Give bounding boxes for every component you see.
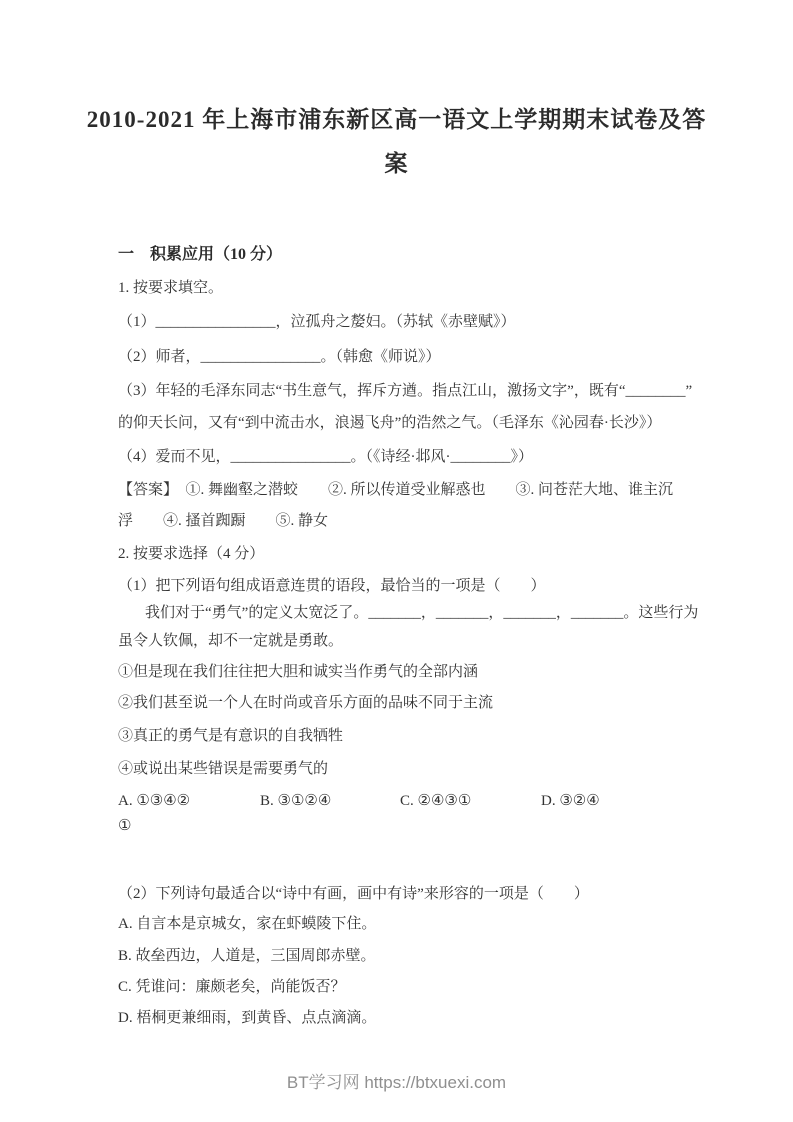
question1-item-1: （1）________________，泣孤舟之嫠妇。（苏轼《赤壁赋》）	[118, 314, 516, 330]
question2-part1-sentence-4: ④或说出某些错误是需要勇气的	[118, 761, 329, 777]
section-heading: 一 积累应用（10 分）	[118, 246, 283, 263]
question2-part1-sentence-3: ③真正的勇气是有意识的自我牺牲	[118, 728, 344, 744]
question2-part1-option-d-wrap: ①	[118, 818, 132, 834]
question2-part1-option-b: B. ③①②④	[260, 793, 332, 809]
document-title-line-1: 2010-2021 年上海市浦东新区高一语文上学期期末试卷及答	[86, 107, 707, 132]
question2-part2-stem: （2）下列诗句最适合以“诗中有画，画中有诗”来形容的一项是（ ）	[118, 886, 589, 902]
question2-part1-passage-line-1: 我们对于“勇气”的定义太宽泛了。_______，_______，_______，_______。这些行为	[145, 605, 699, 621]
question1-item-4: （4）爱而不见，________________。（《诗经·邶风·________》）	[118, 449, 533, 465]
question1-item-3-continuation: 的仰天长问，又有“到中流击水，浪遏飞舟”的浩然之气。（毛泽东《沁园春·长沙》）	[118, 415, 662, 431]
question2-part2-option-c: C. 凭谁问：廉颇老矣，尚能饭否？	[118, 979, 346, 995]
question2-part1-option-d: D. ③②④	[541, 793, 600, 809]
question1-item-3: （3）年轻的毛泽东同志“书生意气，挥斥方遒。指点江山，激扬文字”，既有“________”	[118, 383, 693, 399]
question2-part2-option-d: D. 梧桐更兼细雨，到黄昏、点点滴滴。	[118, 1010, 377, 1026]
question1-stem: 1. 按要求填空。	[118, 280, 224, 296]
question2-part1-option-c: C. ②④③①	[400, 793, 472, 809]
question1-item-2: （2）师者，________________。（韩愈《师说》）	[118, 349, 441, 365]
question2-part1-passage-line-2: 虽令人钦佩，却不一定就是勇敢。	[118, 633, 344, 649]
question1-answer-line-2: 浮 ④. 搔首踟蹰 ⑤. 静女	[118, 513, 329, 529]
question2-part2-option-b: B. 故垒西边，人道是，三国周郎赤壁。	[118, 948, 376, 964]
question1-answer-line-1: 【答案】 ①. 舞幽壑之潜蛟 ②. 所以传道受业解惑也 ③. 问苍茫大地、谁主沉	[118, 482, 674, 498]
footer-site-link[interactable]: BT学习网 https://btxuexi.com	[286, 1073, 507, 1092]
question2-part1-sentence-2: ②我们甚至说一个人在时尚或音乐方面的品味不同于主流	[118, 695, 494, 711]
question2-part1-sentence-1: ①但是现在我们往往把大胆和诚实当作勇气的全部内涵	[118, 664, 479, 680]
question2-part2-option-a: A. 自言本是京城女，家在虾蟆陵下住。	[118, 916, 377, 932]
question2-part1-option-a: A. ①③④②	[118, 793, 191, 809]
question2-part1-stem: （1）把下列语句组成语意连贯的语段，最恰当的一项是（ ）	[118, 578, 546, 594]
document-title-line-2: 案	[384, 151, 409, 176]
question2-stem: 2. 按要求选择（4 分）	[118, 546, 265, 562]
